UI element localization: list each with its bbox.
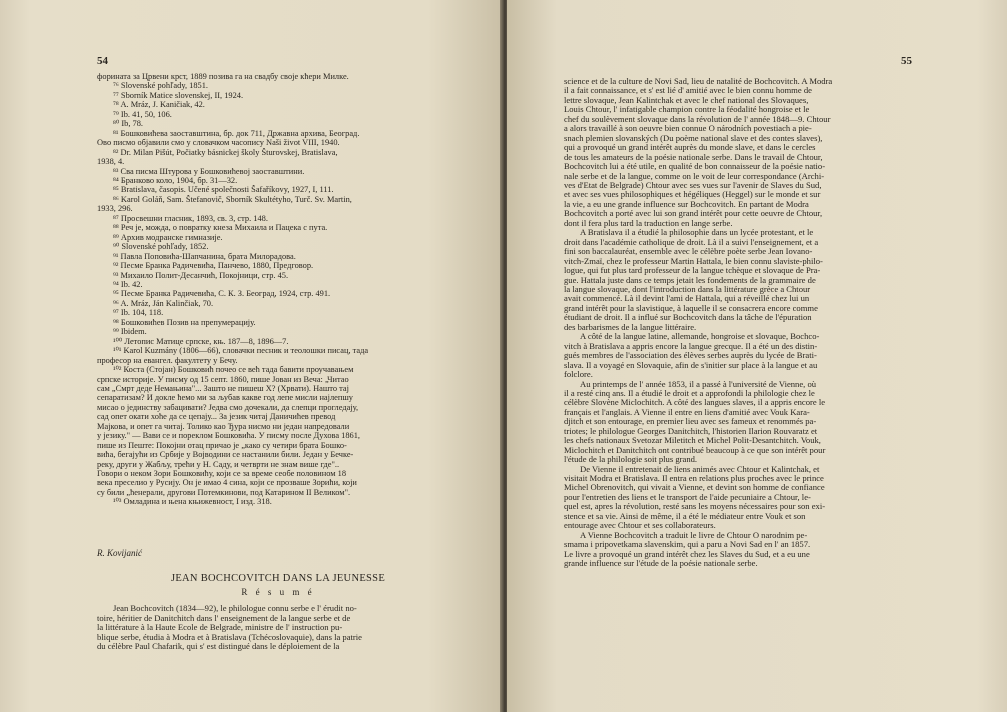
- text-line: chef du soulèvement slovaque dans la révolution de l' année 1848—9. Chtour: [564, 114, 831, 124]
- text-line: stence et sa vie. Ainsi de même, il a été le médiateur entre Vouk et son: [564, 511, 806, 521]
- text-line: 1933, 296.: [97, 204, 133, 214]
- text-line: ⁹⁶ A. Mráz, Ján Kalinčiak, 70.: [113, 298, 214, 308]
- text-line: la langue slovaque, dont l'introduction dans la littérature grèce a Chtour: [564, 284, 811, 294]
- text-line: ¹⁰² Коста (Стојан) Бошковић почео се већ тада бавити проучавањем: [113, 365, 354, 375]
- text-line: су били „ћенерали, другови Потемкинови, под Катарином II Великом".: [97, 487, 351, 497]
- text-line: A Vienne Bochcovitch a traduit le livre de Chtour O narodnim pe-: [580, 530, 808, 540]
- text-line: du célèbre Paul Chafarik, qui s' est distingué dans le déploiement de la: [97, 642, 340, 652]
- text-line: la vie, a eu une grande influence sur Bochcovitch. En partant de Modra: [564, 199, 809, 209]
- article-title: JEAN BOCHCOVITCH DANS LA JEUNESSE: [170, 573, 386, 584]
- text-line: ⁸⁵ Bratislava, časopis. Učené společnosti Šafaříkovy, 1927, I, 111.: [113, 185, 334, 195]
- text-line: gués membres de l'association des élèves serbes auprès du lycée de Brati-: [564, 351, 817, 361]
- text-line: ves d'Etat de Belgrade) Chtour avec ses vues sur l'avenir de Slaves du Sud,: [564, 180, 822, 190]
- text-line: logue, qui fut plus tard professeur de la langue tchèque et slovaque de Pra-: [564, 266, 821, 276]
- text-line: ¹⁰⁰ Летопис Матице српске, књ. 187—8, 1896—7.: [113, 336, 289, 346]
- text-line: ⁷⁹ Ib. 41, 50, 106.: [113, 109, 172, 119]
- text-line: Miclochitch et Danitchitch ont contribué beaucoup à ce que son intérêt pour: [564, 445, 826, 455]
- text-line: fini son baccalauréat, ensemble avec le célèbre poète serbe Jean Iovano-: [564, 247, 813, 257]
- text-line: quel est, apres la révolution, resté sans les moyens nécessaires pour son exi-: [564, 502, 826, 512]
- text-line: gue. Hattala juste dans ce temps jetait les fondements de la grammaire de: [564, 275, 816, 285]
- text-line: des barbarismes de la langue littéraire.: [564, 322, 697, 332]
- text-line: De Vienne il entretenait de liens animés avec Chtour et Kalintchak, et: [580, 464, 820, 474]
- text-line: avait commencé. Là il devint l'ami de Hattala, qui a réveillé chez lui un: [564, 294, 810, 304]
- text-line: toire, héritier de Danitchitch dans l' enseignement de la langue serbe et de: [97, 613, 351, 623]
- text-line: ⁸⁴ Бранково коло, 1904, бр. 31—32.: [113, 175, 238, 185]
- text-line: de tous les amateurs de la poésie nationale serbe. Dans le travail de Chtour,: [564, 152, 823, 162]
- text-line: ¹⁰¹ Karol Kuzmány (1806—66), словачки песник и теолошки писац, тада: [113, 346, 369, 356]
- body-text: [564, 77, 920, 569]
- text-line: ⁸¹ Бошковићева заоставштина, бр. док 711, Државна архива, Београд.: [113, 128, 360, 138]
- text-line: српске историје. У писму од 15 септ. 1860, пише Јован из Веча: „Читао: [97, 374, 349, 384]
- text-line: форината за Црвени крст, 1889 позива га на свадбу своје кћери Милке.: [97, 72, 349, 81]
- text-line: ⁹⁰ Slovenské pohľady, 1852.: [113, 242, 209, 252]
- text-line: Le livre a provoqué un grand intérêt chez les Slaves du Sud, et a eu une: [564, 549, 810, 559]
- text-line: ⁷⁸ A. Mráz, J. Kaničiak, 42.: [113, 100, 205, 110]
- text-line: célèbre Slovène Miclochitch. A côté des langues slaves, il a appris encore le: [564, 398, 826, 408]
- text-line: Говори о неком Зори Бошковићу, који се за време сеобе половином 18: [97, 469, 347, 479]
- text-line: Louis Chtour, l' infatigable champion contre la féodalité hongroise et le: [564, 105, 810, 115]
- text-line: Bochcovitch a porté avec lui son grand intérêt pour cette oeuvre de Chtour,: [564, 209, 823, 219]
- text-line: lettre slovaque, Jean Kalintchak et avec le chef national des Slovaques,: [564, 95, 809, 105]
- text-line: grande influence sur l'étude de la poésie nationale serbe.: [564, 559, 758, 569]
- text-line: Au printemps de l' année 1853, il a passé à l'université de Vienne, où: [580, 379, 817, 389]
- text-line: et avec ses vues philosophiques et hégéliques (Heggel) sur le monde et sur: [564, 190, 821, 200]
- text-line: ⁹⁹ Ibidem.: [113, 327, 147, 337]
- text-line: ¹⁰³ Омладина и њена књижевност, I изд. 318.: [113, 497, 272, 507]
- text-line: ⁹³ Михаило Полит-Десанчић, Покојници, стр. 45.: [113, 270, 289, 280]
- text-line: a alors travaillé à son oeuvre bien connue O národních povestiach a pie-: [564, 124, 812, 134]
- text-line: ⁸⁹ Архив модранске гимназије.: [113, 232, 223, 242]
- text-line: ⁸⁶ Karol Goláň, Sam. Štefanovič, Sborník Skultétyho, Turč. Sv. Martin,: [113, 194, 352, 204]
- text-line: visitait Modra et Bratislava. Il entra en relations plus proches avec le prince: [564, 474, 824, 484]
- text-line: сад опет окати хоће да се цепају... За језик читај Даничићев превод: [97, 412, 336, 422]
- text-line: Jean Bochcovitch (1834—92), le philologue connu serbe e l' érudit no-: [113, 604, 357, 613]
- article-author: R. Kovijanić: [97, 548, 142, 558]
- right-page: [507, 0, 1007, 712]
- text-line: ⁸⁷ Просвешни гласник, 1893, св. 3, стр. 148.: [113, 213, 268, 223]
- text-line: ⁷⁷ Sborník Matice slovenskej, II, 1924.: [113, 90, 244, 100]
- text-line: snach plemien slovanských (Du poème national slave et des contes slaves),: [564, 133, 823, 143]
- text-line: вића, бегајући из Србије у Војводини се настанили били. Један у Бечке-: [97, 450, 354, 460]
- text-line: професор на евангел. факултету у Бечу.: [97, 355, 238, 365]
- left-page: [0, 0, 503, 712]
- text-line: djitch et son entourage, en premier lieu avec ses fameux et renommés pa-: [564, 417, 817, 427]
- text-line: nale serbe et de la langue, comme on le voit de leur correspondance (Archi-: [564, 171, 825, 181]
- page-number-right: 55: [901, 55, 912, 67]
- footnotes: [97, 72, 459, 507]
- text-line: dont il fera plus tard la traduction en lange serbe.: [564, 218, 733, 228]
- text-line: ⁸² Dr. Milan Pišút, Počiatky básnickej školy Šturovskej, Bratislava,: [113, 147, 338, 157]
- page-number-left: 54: [97, 55, 108, 67]
- text-line: реку, други у Жабљу, трећи у Н. Саду, и четврти не знам више где"..: [97, 459, 340, 469]
- text-line: сам „Смрт деде Немањина"... Зашто не пишеш Х? (Хрвати). Нашто тај: [97, 383, 349, 393]
- text-line: 1938, 4.: [97, 157, 125, 167]
- text-line: slava. Il a voyagé en Slovaquie, afin de s'initier sur place à la langue et au: [564, 360, 818, 370]
- text-line: Мајкова, и опет га читај. Толико као Ђура нисмо ни један напредовали: [97, 421, 350, 431]
- text-line: français et l'anglais. A Vienne il entre en liens d'amitié avec Vouk Kara-: [564, 407, 810, 417]
- text-line: ⁸⁸ Реч је, можда, о повратку кнеза Михаила и Пацека с пута.: [113, 223, 328, 233]
- text-line: A côté de la langue latine, allemande, hongroise et slovaque, Bochco-: [580, 332, 820, 342]
- text-line: ⁹² Песме Бранка Радичевића, Панчево, 1880, Предговор.: [113, 261, 314, 271]
- text-line: ⁹⁷ Ib. 104, 118.: [113, 308, 164, 318]
- resume-text: [97, 604, 459, 652]
- text-line: Bochcovitch lui a été utile, en qualité de bon connaisseur de la poésie natio-: [564, 162, 826, 172]
- text-line: Michel Obrenovitch, qui vivait a Vienne, et devint son homme de confiance: [564, 483, 825, 493]
- text-line: les chefs nationaux Svetozar Miletitch et Michel Polit-Desantchitch. Vouk,: [564, 436, 821, 446]
- text-line: il a resté cinq ans. Il a étudié le droit et a approfondi la philologie chez le: [564, 388, 815, 398]
- text-line: blique serbe, étudia à Modra et à Bratislava (Tchécoslovaquie), dans la patrie: [97, 632, 362, 642]
- text-line: smama i pripovetkama slavenskim, qui a paru a Novi Sad en l' an 1857.: [564, 540, 811, 550]
- text-line: сепаратизам? И докле ћемо ми за љубав какве год лепе мисли најлепшу: [97, 393, 353, 403]
- text-line: пише из Пеште: Покојни отац причао је „како су четири брата Бошко-: [97, 440, 347, 450]
- text-line: у језику." — Вави се и пореклом Бошковића. У писму после Духова 1861,: [97, 431, 361, 441]
- text-line: l'étude de la philologie soit plus grand.: [564, 455, 698, 465]
- text-line: droit dans l'académie catholique de droit. Là il a suivi l'enseignement, et a: [564, 237, 819, 247]
- text-line: triotes; le philologue Georges Danitchitch, l'historien Ilarion Rouvaratz et: [564, 426, 818, 436]
- text-line: ⁹⁴ Ib. 42.: [113, 279, 143, 289]
- text-line: ⁹⁵ Песме Бранка Радичевића, С. К. З. Београд, 1924, стр. 491.: [113, 289, 331, 299]
- text-line: vitch-Zmaï, chez le professeur Martin Hattala, le bien connu slaviste-philo-: [564, 256, 823, 266]
- text-line: ⁸³ Сва писма Штурова у Бошковићевој заоставштини.: [113, 166, 305, 176]
- text-line: il a fait connaissance, et s' est lié d' amitié avec le bien connu homme de: [564, 86, 812, 96]
- resume-heading: R é s u m é: [241, 587, 315, 597]
- text-line: grand intérêt pour la slavistique, à laquelle il se consacrera encore comme: [564, 303, 818, 313]
- text-line: entourage avec Chtour et ses collaborateurs.: [564, 521, 716, 531]
- text-line: ⁹¹ Павла Поповића-Шапчанина, брата Милорадова.: [113, 251, 296, 261]
- text-line: qui a provoqué un grand intérêt auprès du monde slave, et dans le cercles: [564, 143, 816, 153]
- text-line: ⁹⁸ Бошковићев Позив на препумерацију.: [113, 317, 256, 327]
- text-line: Ово писмо објавили смо у словачком часопису Naši život VIII, 1940.: [97, 138, 340, 148]
- text-line: folclore.: [564, 370, 593, 380]
- text-line: étudiant de droit. Il a influé sur Bochcovitch dans la tâche de l'épuration: [564, 313, 812, 323]
- text-line: мисао о јединству забацивати? Једва смо дочекали, да слепци прогледају,: [97, 402, 359, 412]
- text-line: ⁷⁶ Slovenské pohľady, 1851.: [113, 81, 208, 91]
- text-line: ⁸⁰ Ib, 78.: [113, 119, 144, 129]
- text-line: A Bratislava il a étudié la philosophie dans un lycée protestant, et le: [580, 228, 814, 238]
- text-line: pour l'entretien des liens et le transport de l'aide pecuniaire a Chtour, le-: [564, 492, 811, 502]
- text-line: vitch à Bratislava a appris encore la langue grecque. Il a été un des distin-: [564, 341, 818, 351]
- text-line: science et de la culture de Novi Sad, lieu de natalité de Bochcovitch. A Modra: [564, 77, 833, 86]
- text-line: la littérature à la Haute Ecole de Belgrade, ministre de l' instruction pu-: [97, 623, 343, 633]
- text-line: века преселио у Русију. Он је имао 4 сина, који се прозваше Зорићи, који: [97, 478, 357, 488]
